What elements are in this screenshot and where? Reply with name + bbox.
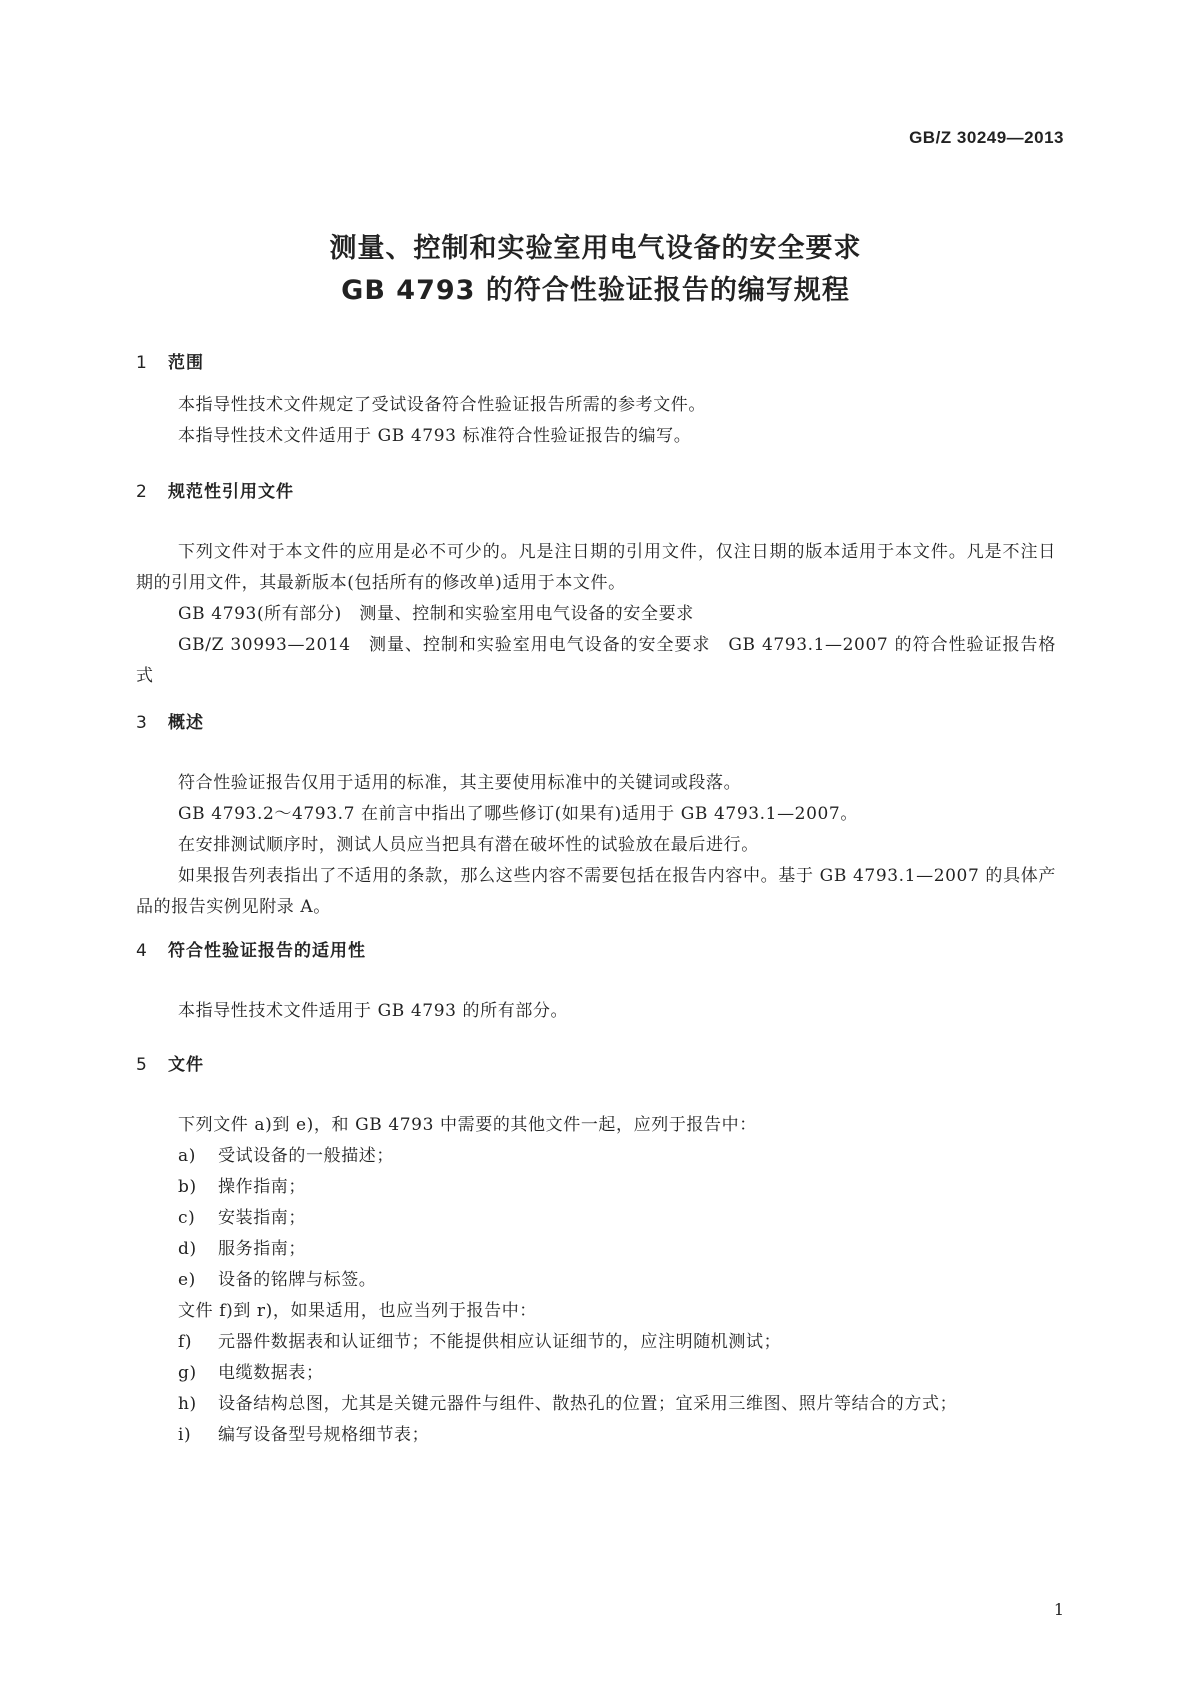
- standard-code: GB/Z 30249—2013: [909, 128, 1064, 147]
- reference-item: GB 4793(所有部分) 测量、控制和实验室用电气设备的安全要求: [178, 604, 694, 624]
- section-heading: [136, 1052, 1056, 1078]
- title-line-2: GB 4793 的符合性验证报告的编写规程: [341, 275, 850, 306]
- section-number: 4: [136, 941, 148, 961]
- list-text: 操作指南；: [218, 1177, 306, 1197]
- document-title: [0, 228, 1191, 312]
- section-title: 符合性验证报告的适用性: [168, 941, 366, 961]
- section-number: 1: [136, 353, 148, 373]
- document-list-f-r: [136, 1327, 1056, 1451]
- section-title: 范围: [168, 353, 204, 373]
- section-normative-references: [136, 479, 1056, 692]
- paragraph: 在安排测试顺序时，测试人员应当把具有潜在破坏性的试验放在最后进行。: [178, 835, 759, 855]
- paragraph: 符合性验证报告仅用于适用的标准，其主要使用标准中的关键词或段落。: [178, 773, 742, 793]
- paragraph: 如果报告列表指出了不适用的条款，那么这些内容不需要包括在报告内容中。基于 GB 4793.1—2007 的具体产品的报告实例见附录 A。: [136, 866, 1056, 917]
- list-text: 电缆数据表；: [218, 1363, 324, 1383]
- list-item: [136, 1234, 1056, 1265]
- list-item: [136, 1389, 1056, 1420]
- list-text: 受试设备的一般描述；: [218, 1146, 394, 1166]
- list-marker: e): [178, 1270, 196, 1290]
- list-item: [136, 1327, 1056, 1358]
- section-title: 规范性引用文件: [168, 482, 294, 502]
- paragraph: 本指导性技术文件适用于 GB 4793 的所有部分。: [178, 1001, 569, 1021]
- list-marker: i): [178, 1425, 192, 1445]
- list-text: 安装指南；: [218, 1208, 306, 1228]
- list-text: 设备的铭牌与标签。: [218, 1270, 377, 1290]
- list-item: [136, 1203, 1056, 1234]
- paragraph: 下列文件 a)到 e)，和 GB 4793 中需要的其他文件一起，应列于报告中：: [178, 1115, 757, 1135]
- section-heading: [136, 479, 1056, 505]
- list-marker: a): [178, 1146, 196, 1166]
- paragraph: 文件 f)到 r)，如果适用，也应当列于报告中：: [178, 1301, 537, 1321]
- list-item: [136, 1141, 1056, 1172]
- paragraph: 下列文件对于本文件的应用是必不可少的。凡是注日期的引用文件，仅注日期的版本适用于本文件。凡是不注日期的引用文件，其最新版本(包括所有的修改单)适用于本文件。: [136, 542, 1056, 593]
- title-line-1: 测量、控制和实验室用电气设备的安全要求: [329, 233, 862, 264]
- section-documents: [136, 1052, 1056, 1451]
- list-item: [136, 1265, 1056, 1296]
- list-text: 设备结构总图，尤其是关键元器件与组件、散热孔的位置；宜采用三维图、照片等结合的方式；: [218, 1394, 958, 1414]
- section-heading: [136, 350, 1056, 376]
- section-heading: [136, 938, 1056, 964]
- list-marker: g): [178, 1363, 197, 1383]
- section-title: 文件: [168, 1055, 204, 1075]
- section-scope: [136, 350, 1056, 452]
- section-applicability: [136, 938, 1056, 1027]
- list-marker: b): [178, 1177, 197, 1197]
- list-item: [136, 1172, 1056, 1203]
- list-text: 编写设备型号规格细节表；: [218, 1425, 430, 1445]
- list-marker: d): [178, 1239, 197, 1259]
- list-marker: h): [178, 1394, 197, 1414]
- page-number: 1: [1053, 1600, 1064, 1619]
- section-title: 概述: [168, 713, 204, 733]
- paragraph: 本指导性技术文件规定了受试设备符合性验证报告所需的参考文件。: [178, 395, 706, 415]
- list-marker: f): [178, 1332, 193, 1352]
- section-number: 2: [136, 482, 148, 502]
- list-text: 服务指南；: [218, 1239, 306, 1259]
- paragraph: GB 4793.2～4793.7 在前言中指出了哪些修订(如果有)适用于 GB 4793.1—2007。: [178, 804, 858, 824]
- list-item: [136, 1358, 1056, 1389]
- paragraph: 本指导性技术文件适用于 GB 4793 标准符合性验证报告的编写。: [178, 426, 692, 446]
- section-heading: [136, 710, 1056, 736]
- reference-item: GB/Z 30993—2014 测量、控制和实验室用电气设备的安全要求 GB 4793.1—2007 的符合性验证报告格式: [136, 635, 1056, 686]
- list-item: [136, 1420, 1056, 1451]
- section-number: 3: [136, 713, 148, 733]
- section-overview: [136, 710, 1056, 923]
- list-marker: c): [178, 1208, 196, 1228]
- section-number: 5: [136, 1055, 148, 1075]
- list-text: 元器件数据表和认证细节；不能提供相应认证细节的，应注明随机测试；: [218, 1332, 782, 1352]
- document-list-a-e: [136, 1141, 1056, 1296]
